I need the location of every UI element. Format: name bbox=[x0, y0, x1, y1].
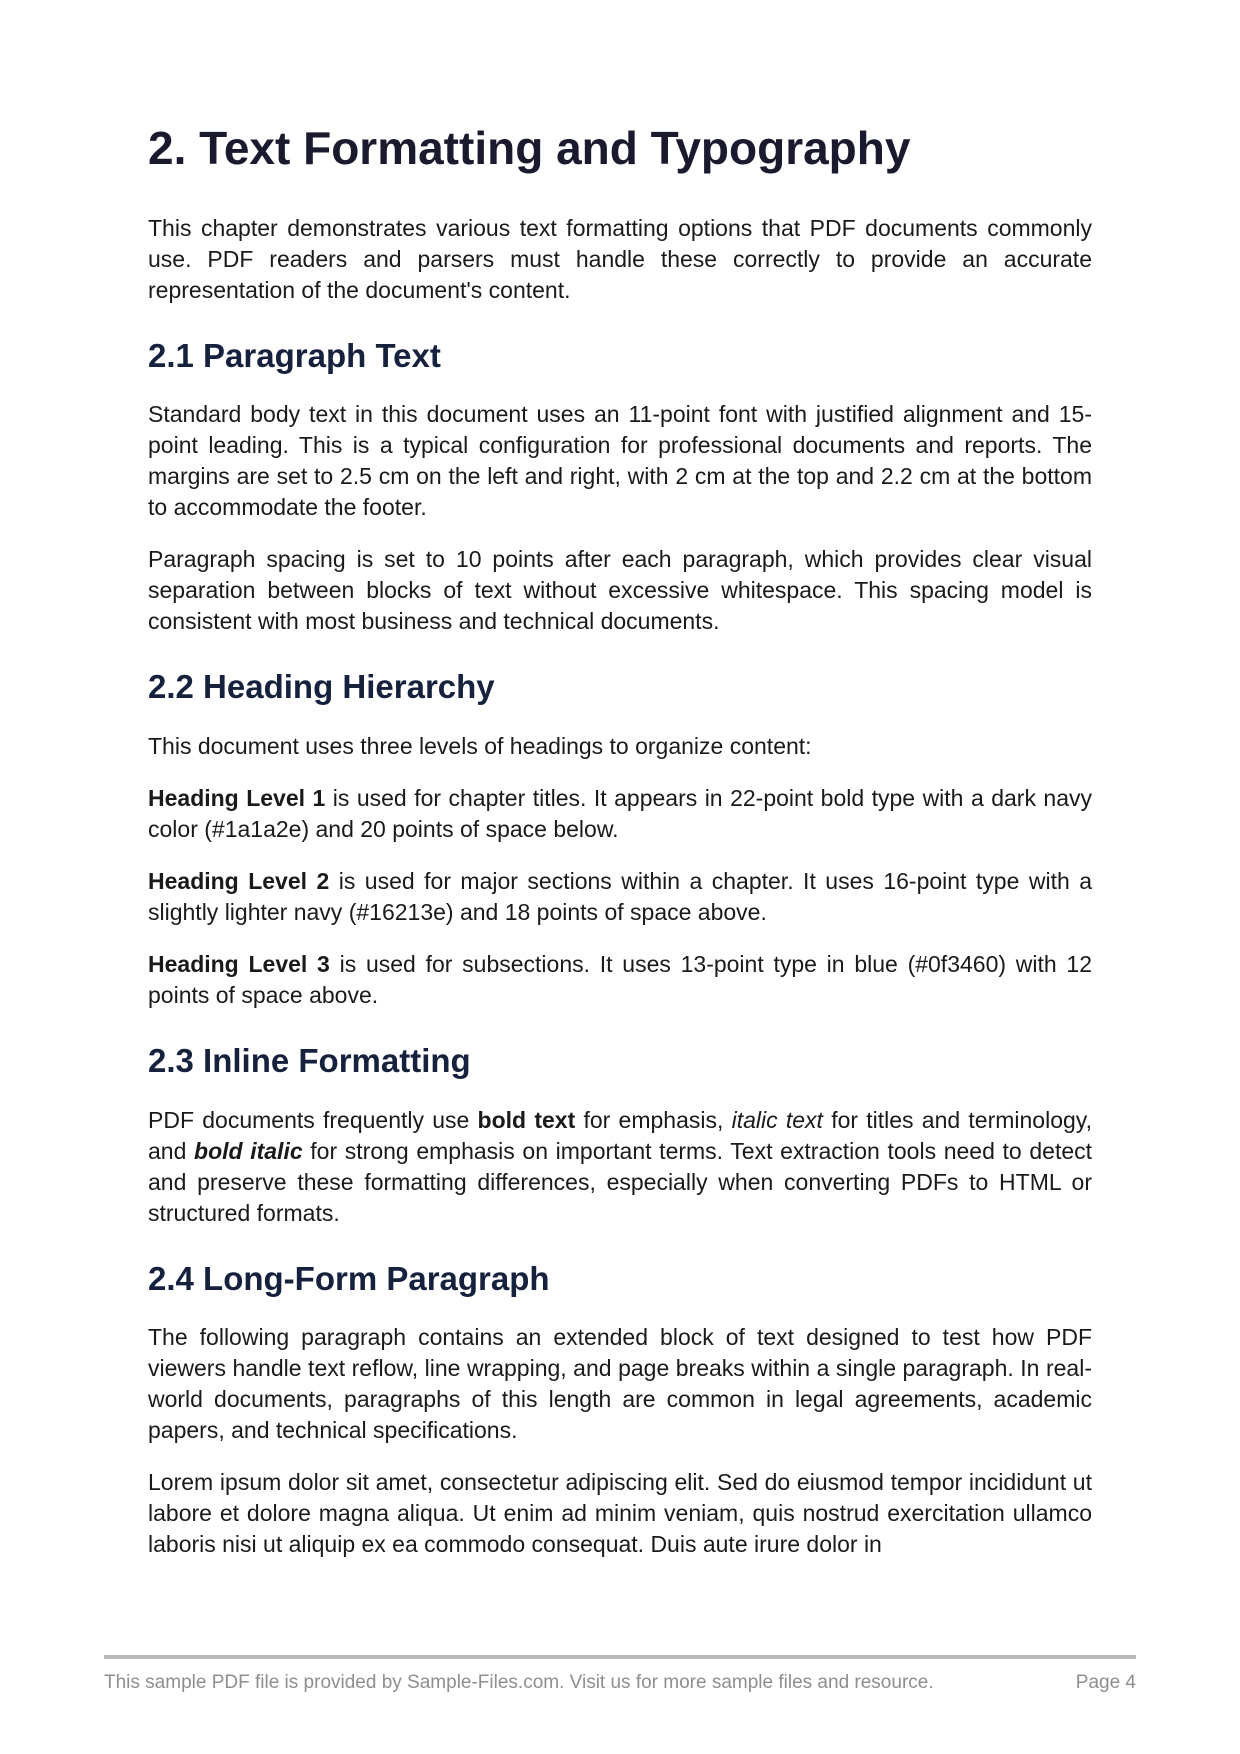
chapter-title: 2. Text Formatting and Typography bbox=[148, 122, 911, 174]
heading-level-2-description: is used for major sections within a chapter. It uses 16-point type with a slightly lighter navy (#16213e) and 18 points of space above. bbox=[148, 868, 1092, 926]
lorem-ipsum-paragraph: Lorem ipsum dolor sit amet, consectetur adipiscing elit. Sed do eiusmod tempor incididunt ut labore et dolore magna aliqua. Ut enim ad minim veniam, quis nostrud exercitation ullamco laboris nisi ut aliquip ex ea commodo consequat. Duis aute irure dolor in bbox=[148, 1469, 1092, 1558]
heading-level-3-item bbox=[148, 949, 1092, 1011]
paragraph-body-text-settings: Standard body text in this document uses an 11-point font with justified alignment and 15-point leading. This is a typical configuration for professional documents and reports. The margins are set to 2.5 cm on the left and right, with 2 cm at the top and 2.2 cm at the bottom to accommodate the footer. bbox=[148, 401, 1092, 521]
heading-level-1-item bbox=[148, 783, 1092, 845]
heading-level-2-item bbox=[148, 866, 1092, 928]
footer-divider bbox=[104, 1655, 1136, 1659]
footer-credit-text: This sample PDF file is provided by Sample-Files.com. Visit us for more sample files and resource. bbox=[104, 1672, 934, 1693]
section-heading-2-4: 2.4 Long-Form Paragraph bbox=[148, 1259, 550, 1297]
inline-segment-italic: italic text bbox=[731, 1106, 823, 1133]
section-heading-2-2: 2.2 Heading Hierarchy bbox=[148, 668, 495, 706]
footer-row bbox=[104, 1672, 1136, 1694]
inline-segment-bold-italic: bold italic bbox=[194, 1137, 303, 1164]
section-long-form-paragraph bbox=[148, 1259, 1092, 1561]
inline-segment-bold: bold text bbox=[477, 1106, 576, 1133]
heading-level-1-description: is used for chapter titles. It appears in 22-point bold type with a dark navy color (#1a1a2e) and 20 points of space below. bbox=[148, 785, 1093, 843]
section-inline-formatting bbox=[148, 1041, 1092, 1229]
long-form-intro-paragraph: The following paragraph contains an extended block of text designed to test how PDF viewers handle text reflow, line wrapping, and page breaks within a single paragraph. In real-world documents, paragraphs of this length are common in legal agreements, academic papers, and technical specifications. bbox=[148, 1324, 1092, 1444]
section-paragraph-text bbox=[148, 336, 1092, 638]
footer-page-number: Page 4 bbox=[1075, 1672, 1136, 1693]
heading-level-2-label: Heading Level 2 bbox=[148, 868, 330, 895]
inline-segment-normal-2: for emphasis, bbox=[575, 1106, 732, 1133]
chapter-intro-paragraph: This chapter demonstrates various text formatting options that PDF documents commonly use. PDF readers and parsers must handle these correctly to provide an accurate representation of the document's content. bbox=[148, 214, 1092, 303]
heading-level-3-label: Heading Level 3 bbox=[148, 951, 330, 978]
inline-segment-normal-3: for titles and terminology, and bbox=[148, 1106, 1092, 1164]
heading-hierarchy-lead-in: This document uses three levels of headings to organize content: bbox=[148, 733, 812, 760]
paragraph-spacing-description: Paragraph spacing is set to 10 points after each paragraph, which provides clear visual separation between blocks of text without excessive whitespace. This spacing model is consistent with most business and technical documents. bbox=[148, 546, 1092, 635]
inline-segment-normal-4: for strong emphasis on important terms. Text extraction tools need to detect and preserve these formatting differences, especially when converting PDFs to HTML or structured formats. bbox=[148, 1137, 1093, 1226]
heading-level-1-label: Heading Level 1 bbox=[148, 785, 326, 812]
page-footer bbox=[104, 1655, 1136, 1694]
section-heading-2-1: 2.1 Paragraph Text bbox=[148, 336, 441, 374]
section-heading-2-3: 2.3 Inline Formatting bbox=[148, 1042, 471, 1080]
inline-segment-normal-1: PDF documents frequently use bbox=[148, 1106, 478, 1133]
inline-formatting-paragraph bbox=[148, 1105, 1092, 1229]
section-heading-hierarchy bbox=[148, 667, 1092, 1011]
heading-level-3-description: is used for subsections. It uses 13-point type in blue (#0f3460) with 12 points of space above. bbox=[148, 951, 1093, 1009]
